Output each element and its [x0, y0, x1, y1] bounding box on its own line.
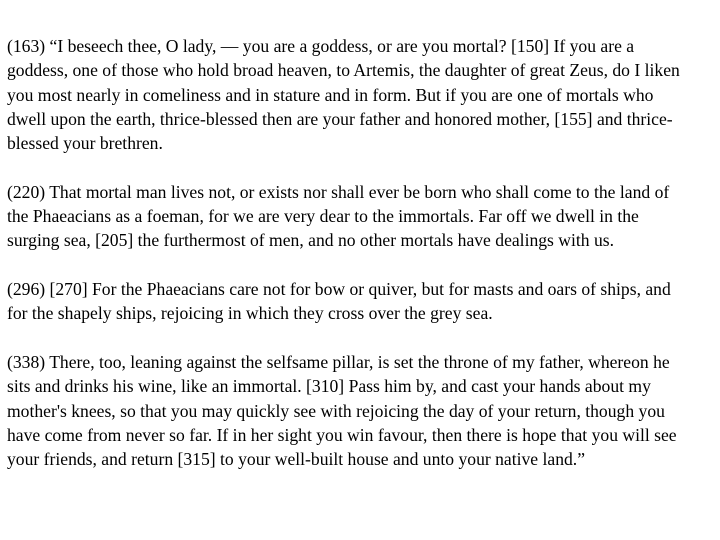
document-body — [7, 34, 693, 472]
paragraph-338: (338) There, too, leaning against the selfsame pillar, is set the throne of my father, whereon he sits and drinks his wine, like an immortal. [310] Pass him by, and cast your hands about my mother's knees, so that you may quickly see with rejoicing the day of your return, though you have come from never so far. If in her sight you win favour, then there is hope that you will see your friends, and return [315] to your well-built house and unto your native land.” — [7, 352, 677, 470]
paragraph-296: (296) [270] For the Phaeacians care not for bow or quiver, but for masts and oars of ships, and for the shapely ships, rejoicing in which they cross over the grey sea. — [7, 279, 671, 324]
paragraph-163: (163) “I beseech thee, O lady, — you are a goddess, or are you mortal? [150] If you are a goddess, one of those who hold broad heaven, to Artemis, the daughter of great Zeus, do I liken you most nearly in comeliness and in stature and in form. But if you are one of mortals who dwell upon the earth, thrice-blessed then are your father and honored mother, [155] and thrice-blessed your brethren. — [7, 36, 680, 154]
paragraph-220: (220) That mortal man lives not, or exists nor shall ever be born who shall come to the land of the Phaeacians as a foeman, for we are very dear to the immortals. Far off we dwell in the surging sea, [205] the furthermost of men, and no other mortals have dealings with us. — [7, 181, 670, 251]
